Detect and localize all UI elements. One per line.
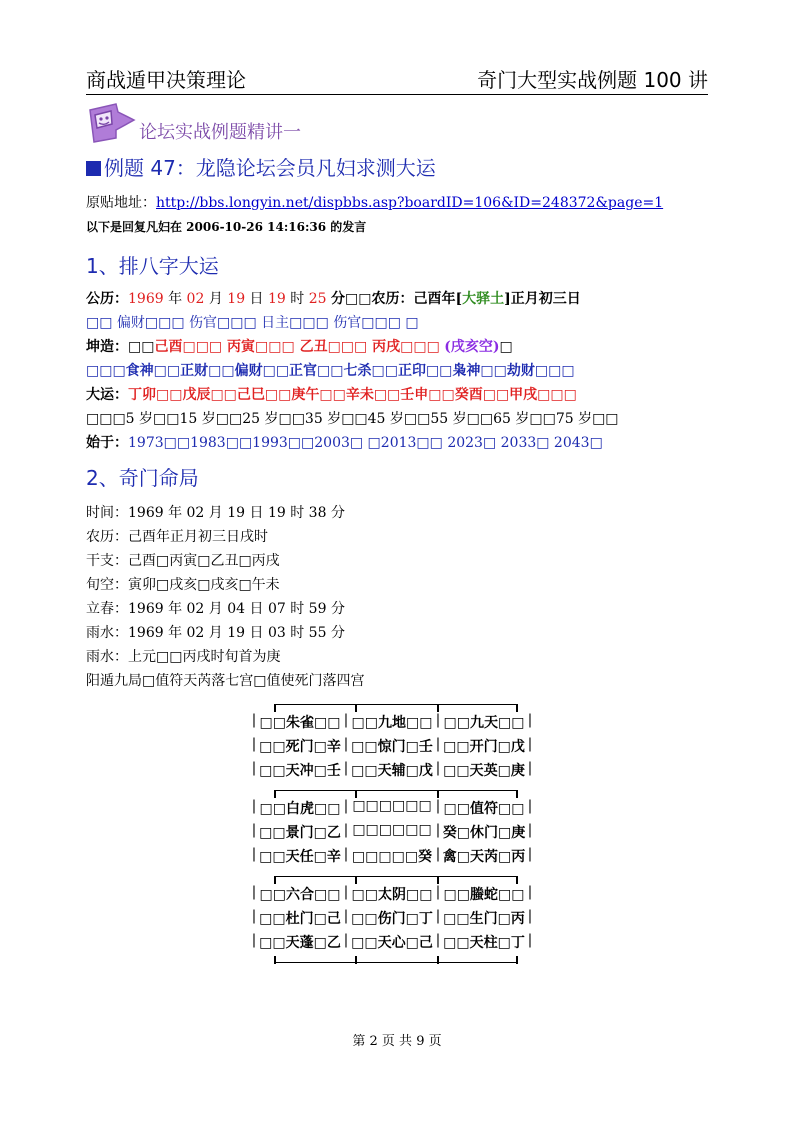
palace-4-line-3: □□天冲□壬 bbox=[259, 763, 341, 779]
qimen-info-4: 旬空：寅卯□戌亥□戌亥□午未 bbox=[86, 577, 280, 593]
palace-9-line-1: □□九地□□ bbox=[351, 715, 433, 731]
palace-6-line-1: □□螣蛇□□ bbox=[443, 887, 525, 903]
source-link[interactable]: http://bbs.longyin.net/dispbbs.asp?boardID=106&ID=248372&page=1 bbox=[156, 195, 664, 211]
palace-3-line-3: □□天任□辛 bbox=[259, 849, 341, 865]
qimen-grid bbox=[250, 698, 542, 970]
grid-border-mid-2 bbox=[250, 870, 542, 884]
palace-7-line-2: 癸□休门□庚 bbox=[442, 825, 526, 841]
bazi-line-3-end: □ bbox=[499, 339, 513, 355]
forum-badge-icon bbox=[86, 100, 136, 144]
palace-2-line-1: □□九天□□ bbox=[443, 715, 525, 731]
grid-line: | □□天冲□壬 | □□天辅□戊 | □□天英□庚 | bbox=[250, 760, 542, 784]
shiyu-label: 始于： bbox=[86, 435, 128, 451]
qimen-info-6: 雨水：1969 年 02 月 19 日 03 时 55 分 bbox=[86, 625, 345, 641]
palace-4-line-1: □□朱雀□□ bbox=[259, 715, 341, 731]
bazi-line-1: 公历：1969 年 02 月 19 日 19 时 25 分□□农历：己酉年[大驿土]正月初三日 bbox=[86, 291, 581, 307]
nongli-text: 分□□农历：己酉年[ bbox=[331, 291, 463, 307]
palace-6-line-2: □□生门□丙 bbox=[443, 911, 525, 927]
square-bullet-icon bbox=[86, 161, 101, 176]
source-line bbox=[86, 192, 663, 212]
qimen-info-3: 干支：己酉□丙寅□乙丑□丙戌 bbox=[86, 553, 280, 569]
palace-5-line-2: □□□□□□ bbox=[352, 822, 432, 838]
page-footer: 第 2 页 共 9 页 bbox=[352, 1034, 442, 1049]
gongli-month: 02 bbox=[186, 291, 205, 307]
gongli-minute: 25 bbox=[308, 291, 327, 307]
palace-8-line-3: □□天蓬□乙 bbox=[259, 935, 341, 951]
gongli-label: 公历： bbox=[86, 291, 128, 307]
grid-border-bottom bbox=[250, 956, 542, 970]
example-title-text: 例题 47：龙隐论坛会员凡妇求测大运 bbox=[104, 156, 436, 180]
palace-2-line-2: □□开门□戊 bbox=[443, 739, 525, 755]
kunzao-label: 坤造：□□ bbox=[86, 339, 155, 355]
grid-line: | □□死门□辛 | □□惊门□壬 | □□开门□戊 | bbox=[250, 736, 542, 760]
palace-1-line-2: □□伤门□丁 bbox=[351, 911, 433, 927]
bazi-line-4: □□□食神□□正财□□偏财□□正官□□七杀□□正印□□枭神□□劫财□□□ bbox=[86, 363, 575, 379]
palace-8-line-2: □□杜门□己 bbox=[259, 911, 341, 927]
bazi-line-3 bbox=[86, 336, 513, 356]
palace-4-line-2: □□死门□辛 bbox=[259, 739, 341, 755]
dayun-text: 丁卯□□戊辰□□己巳□□庚午□□辛未□□壬申□□癸酉□□甲戌□□□ bbox=[128, 387, 577, 403]
palace-5-line-3: □□□□□癸 bbox=[351, 849, 433, 865]
grid-line: | □□朱雀□□ | □□九地□□ | □□九天□□ | bbox=[250, 712, 542, 736]
grid-line: | □□天任□辛 | □□□□□癸 | 禽□天芮□丙 | bbox=[250, 846, 542, 870]
palace-6-line-3: □□天柱□丁 bbox=[443, 935, 525, 951]
nayin-text: 大驿土 bbox=[462, 291, 505, 307]
palace-9-line-2: □□惊门□壬 bbox=[351, 739, 433, 755]
grid-border-top bbox=[250, 698, 542, 712]
bazi-line-5 bbox=[86, 384, 577, 404]
qimen-info-5: 立春：1969 年 02 月 04 日 07 时 59 分 bbox=[86, 601, 345, 617]
grid-line: | □□白虎□□ | □□□□□□ | □□值符□□ | bbox=[250, 798, 542, 822]
reply-line: 以下是回复凡妇在 2006-10-26 14:16:36 的发言 bbox=[86, 220, 367, 234]
bazi-line-7 bbox=[86, 432, 603, 452]
palace-5-line-1: □□□□□□ bbox=[352, 798, 432, 814]
palace-9-line-3: □□天辅□戊 bbox=[351, 763, 433, 779]
palace-1-line-1: □□太阴□□ bbox=[351, 887, 433, 903]
palace-7-line-1: □□值符□□ bbox=[443, 801, 525, 817]
header-right-title: 奇门大型实战例题 100 讲 bbox=[477, 68, 708, 92]
shiyu-text: 1973□□1983□□1993□□2003□ □2013□□ 2023□ 2033□ 2043□ bbox=[128, 435, 603, 451]
qimen-info-2: 农历：己酉年正月初三日戌时 bbox=[86, 529, 268, 545]
page-header bbox=[86, 62, 708, 95]
qimen-info-7: 雨水：上元□□丙戌时旬首为庚 bbox=[86, 649, 281, 665]
gongli-year: 1969 bbox=[128, 291, 164, 307]
source-label: 原贴地址： bbox=[86, 195, 156, 211]
grid-line: | □□杜门□己 | □□伤门□丁 | □□生门□丙 | bbox=[250, 908, 542, 932]
gongli-day: 19 bbox=[227, 291, 246, 307]
palace-2-line-3: □□天英□庚 bbox=[443, 763, 525, 779]
grid-line: | □□天蓬□乙 | □□天心□己 | □□天柱□丁 | bbox=[250, 932, 542, 956]
palace-3-line-1: □□白虎□□ bbox=[259, 801, 341, 817]
palace-1-line-3: □□天心□己 bbox=[351, 935, 433, 951]
grid-line: | □□六合□□ | □□太阴□□ | □□螣蛇□□ | bbox=[250, 884, 542, 908]
grid-border-mid-1 bbox=[250, 784, 542, 798]
section-1-heading: 1、排八字大运 bbox=[86, 254, 219, 278]
palace-7-line-3: 禽□天芮□丙 bbox=[442, 849, 526, 865]
palace-8-line-1: □□六合□□ bbox=[259, 887, 341, 903]
section-2-heading: 2、奇门命局 bbox=[86, 466, 199, 490]
header-left-title: 商战遁甲决策理论 bbox=[86, 68, 246, 92]
qimen-info-8: 阳遁九局□值符天芮落七宫□值使死门落四宫 bbox=[86, 673, 365, 689]
gongli-hour: 19 bbox=[268, 291, 286, 307]
pillars-text: 己酉□□□ 丙寅□□□ 乙丑□□□ 丙戌□□□ bbox=[154, 339, 440, 355]
qimen-info-1: 时间：1969 年 02 月 19 日 19 时 38 分 bbox=[86, 505, 345, 521]
dayun-label: 大运： bbox=[86, 387, 128, 403]
bazi-line-2: □□ 偏财□□□ 伤官□□□ 日主□□□ 伤官□□□ □ bbox=[86, 315, 419, 331]
kongwang-text: (戌亥空) bbox=[444, 339, 500, 355]
grid-line: | □□景门□乙 | □□□□□□ | 癸□休门□庚 | bbox=[250, 822, 542, 846]
forum-section-title: 论坛实战例题精讲一 bbox=[139, 122, 301, 143]
nongli-end: ]正月初三日 bbox=[504, 291, 581, 307]
bazi-line-6: □□□5 岁□□15 岁□□25 岁□□35 岁□□45 岁□□55 岁□□65 岁□□75 岁□□ bbox=[86, 411, 619, 427]
palace-3-line-2: □□景门□乙 bbox=[259, 825, 341, 841]
example-title bbox=[86, 152, 436, 181]
